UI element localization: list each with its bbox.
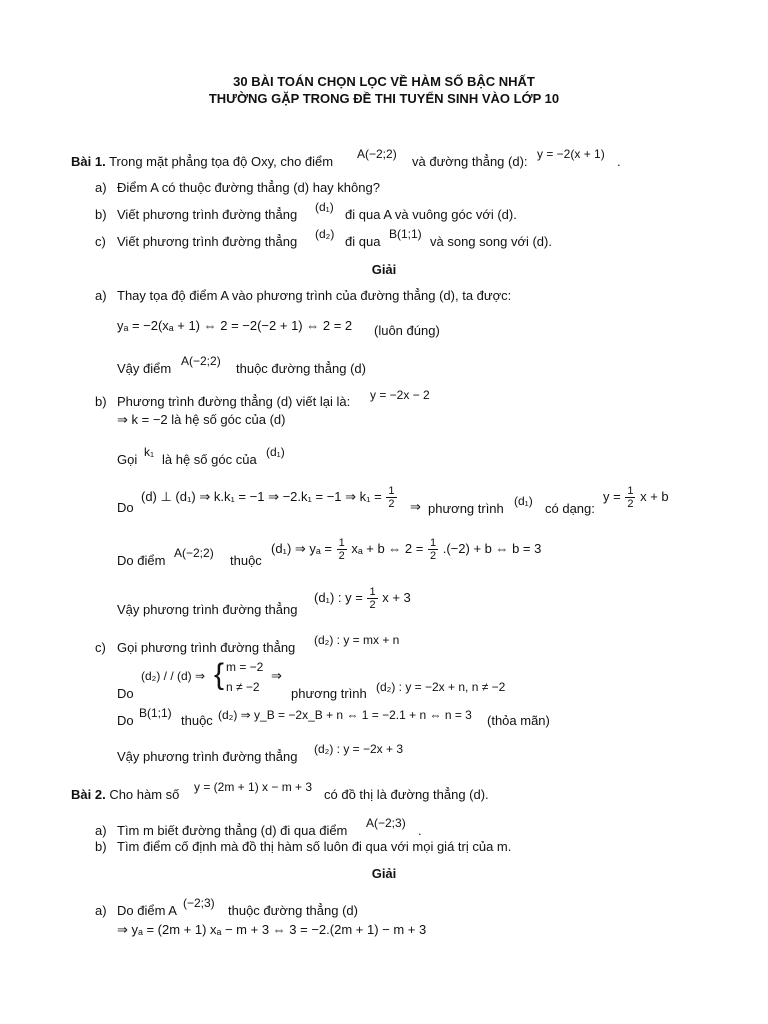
bai1-b-text2: đi qua A và vuông góc với (d). [345, 207, 517, 222]
sol1b-do-d1: (d₁) [514, 494, 533, 508]
sol1c-concl: Vậy phương trình đường thẳng [117, 749, 298, 764]
sol1b-concl-eq1: (d₁) : y = [314, 589, 363, 605]
frac-den: 2 [429, 550, 437, 562]
sol1c-arrow: ⇒ [271, 668, 282, 683]
sol1c-sys1: m = −2 [226, 660, 264, 674]
sol1a-concl2: thuộc đường thẳng (d) [236, 361, 366, 376]
bai1-text2: và đường thẳng (d): [412, 154, 528, 169]
sol1b-form-b: x + b [640, 488, 669, 504]
bai1-text: Trong mặt phẳng tọa độ Oxy, cho điểm [109, 154, 334, 169]
doc-title-line1: 30 BÀI TOÁN CHỌN LỌC VỀ HÀM SỐ BẬC NHẤT [233, 74, 535, 89]
sol1c-do2-note: (thỏa mãn) [487, 713, 550, 728]
sol1b-form-a: y = [603, 488, 621, 504]
sol1b-mark: b) [95, 394, 107, 409]
sol1c-concl-eq: (d₂) : y = −2x + 3 [314, 742, 404, 756]
sol1c-do2-b: B(1;1) [139, 706, 172, 720]
fraction-half [625, 485, 635, 510]
sol1b-line3b: là hệ số góc của [162, 452, 257, 467]
sol1b-do-label: Do [117, 500, 134, 515]
sol2a-text2: thuộc đường thẳng (d) [228, 903, 358, 918]
fraction-half [386, 485, 396, 510]
sol1b-pt-eq [271, 537, 541, 562]
bai1-c-point-b: B(1;1) [389, 227, 422, 241]
frac-den: 2 [388, 498, 395, 510]
frac-num: 1 [369, 586, 376, 598]
sol1c-line1: Gọi phương trình đường thẳng [117, 640, 296, 655]
bai1-line-eq: y = −2(x + 1) [537, 147, 605, 161]
bai2-text: Cho hàm số [109, 787, 180, 802]
bai2-a-mark: a) [95, 823, 107, 838]
sol1b-pt-a: A(−2;2) [174, 546, 214, 560]
sol1c-pt-text: phương trình [291, 686, 367, 701]
sol1c-pt-eq: (d₂) : y = −2x + n, n ≠ −2 [376, 680, 506, 694]
frac-den: 2 [627, 498, 634, 510]
sol1b-do-text: phương trình [428, 501, 504, 516]
sol1c-do2-eq: (d₂) ⇒ y_B = −2x_B + n ⇔ 1 = −2.1 + n ⇔ n = 3 [218, 708, 472, 722]
sol1c-do-label: Do [117, 686, 134, 701]
sol1b-pt-eq1: (d₁) ⇒ yₐ = [271, 540, 332, 556]
bai2-func: y = (2m + 1) x − m + 3 [194, 780, 313, 794]
sol1a-note: (luôn đúng) [374, 323, 440, 338]
fraction-half [367, 586, 377, 611]
sol1b-k-text: là hệ số góc của (d) [171, 412, 286, 427]
bai1-a-text: Điểm A có thuộc đường thẳng (d) hay không? [117, 180, 380, 195]
bai1-c-text3: và song song với (d). [430, 234, 552, 249]
sol2a-text1: Do điểm A [117, 903, 177, 918]
sol1b-do-arrow: ⇒ [410, 499, 421, 514]
frac-num: 1 [627, 485, 634, 497]
sol1c-par: (d₂) / / (d) ⇒ [141, 669, 206, 683]
bai2-giai-heading: Giải [371, 866, 397, 881]
sol1b-line1-eq: y = −2x − 2 [370, 388, 430, 402]
sol1a-concl-point: A(−2;2) [181, 354, 221, 368]
frac-num: 1 [388, 485, 395, 497]
bai2-b-mark: b) [95, 839, 107, 854]
sol1c-do2-label: Do [117, 713, 134, 728]
bai1-b-d1: (d₁) [315, 200, 334, 214]
sol1c-do2-text: thuộc [181, 713, 213, 728]
doc-title-line2: THƯỜNG GẶP TRONG ĐỀ THI TUYỂN SINH VÀO LỚP 10 [208, 91, 560, 106]
system-brace-icon: { [214, 658, 225, 691]
bai1-c-mark: c) [95, 234, 106, 249]
sol1b-do-text2: có dạng: [545, 501, 595, 516]
sol1b-k1: k₁ [144, 445, 155, 459]
sol1b-k-eq: ⇒ k = −2 [117, 412, 168, 427]
bai2-a-text: Tìm m biết đường thẳng (d) đi qua điểm [117, 823, 348, 838]
frac-den: 2 [369, 599, 376, 611]
bai2-b-text: Tìm điểm cố định mà đồ thị hàm số luôn đi qua với mọi giá trị của m. [117, 839, 512, 854]
sol1b-concl-eq2: x + 3 [382, 589, 411, 605]
bai1-a-mark: a) [95, 180, 107, 195]
sol1b-line2 [117, 412, 285, 428]
sol1b-do-form [603, 485, 669, 510]
bai1-c-text2: đi qua [345, 234, 381, 249]
sol1c-sys2: n ≠ −2 [226, 680, 260, 694]
bai1-c-d2: (d₂) [315, 227, 335, 241]
sol1b-perp-eq: (d) ⊥ (d₁) ⇒ k.k₁ = −1 ⇒ −2.k₁ = −1 ⇒ k₁ = [141, 488, 382, 504]
bai1-statement [71, 154, 333, 170]
bai2-statement [71, 787, 179, 803]
sol1c-line1-eq: (d₂) : y = mx + n [314, 633, 400, 647]
bai1-dot: . [617, 154, 621, 169]
bai1-point-a: A(−2;2) [357, 147, 397, 161]
sol1b-pt-eq2: xₐ + b ⇔ 2 = [351, 540, 424, 556]
sol2a-eq: ⇒ yₐ = (2m + 1) xₐ − m + 3 ⇔ 3 = −2.(2m + 1) − m + 3 [117, 922, 427, 937]
frac-num: 1 [338, 537, 345, 549]
sol1b-concl-eq [314, 586, 411, 611]
sol1a-mark: a) [95, 288, 107, 303]
bai2-a-pt: A(−2;3) [366, 816, 406, 830]
bai1-b-mark: b) [95, 207, 107, 222]
bai1-c-text1: Viết phương trình đường thẳng [117, 234, 298, 249]
bai2-text2: có đồ thị là đường thẳng (d). [324, 787, 489, 802]
bai2-label: Bài 2. [71, 787, 106, 802]
frac-den: 2 [338, 550, 345, 562]
bai1-b-text1: Viết phương trình đường thẳng [117, 207, 298, 222]
sol1b-concl: Vậy phương trình đường thẳng [117, 602, 298, 617]
sol1b-pt-eq3: .(−2) + b ⇔ b = 3 [442, 540, 542, 556]
fraction-half [428, 537, 438, 562]
bai1-label: Bài 1. [71, 154, 106, 169]
sol1a-concl1: Vậy điểm [117, 361, 172, 376]
sol1c-mark: c) [95, 640, 106, 655]
frac-num: 1 [429, 537, 437, 549]
sol1b-line3-d1: (d₁) [266, 445, 285, 459]
sol2a-pt: (−2;3) [183, 896, 215, 910]
sol1b-do-eq [141, 485, 398, 510]
bai1-giai-heading: Giải [371, 262, 397, 277]
bai2-a-dot: . [418, 823, 422, 838]
fraction-half [337, 537, 347, 562]
sol1b-pt-text: thuộc [230, 553, 262, 568]
sol1b-line1: Phương trình đường thẳng (d) viết lại là: [117, 394, 351, 409]
sol2a-mark: a) [95, 903, 107, 918]
sol1b-line3a: Gọi [117, 452, 138, 467]
sol1a-text: Thay tọa độ điểm A vào phương trình của đường thẳng (d), ta được: [117, 288, 512, 303]
sol1a-eq: yₐ = −2(xₐ + 1) ⇔ 2 = −2(−2 + 1) ⇔ 2 = 2 [117, 318, 353, 333]
sol1b-pt-label: Do điểm [117, 553, 166, 568]
